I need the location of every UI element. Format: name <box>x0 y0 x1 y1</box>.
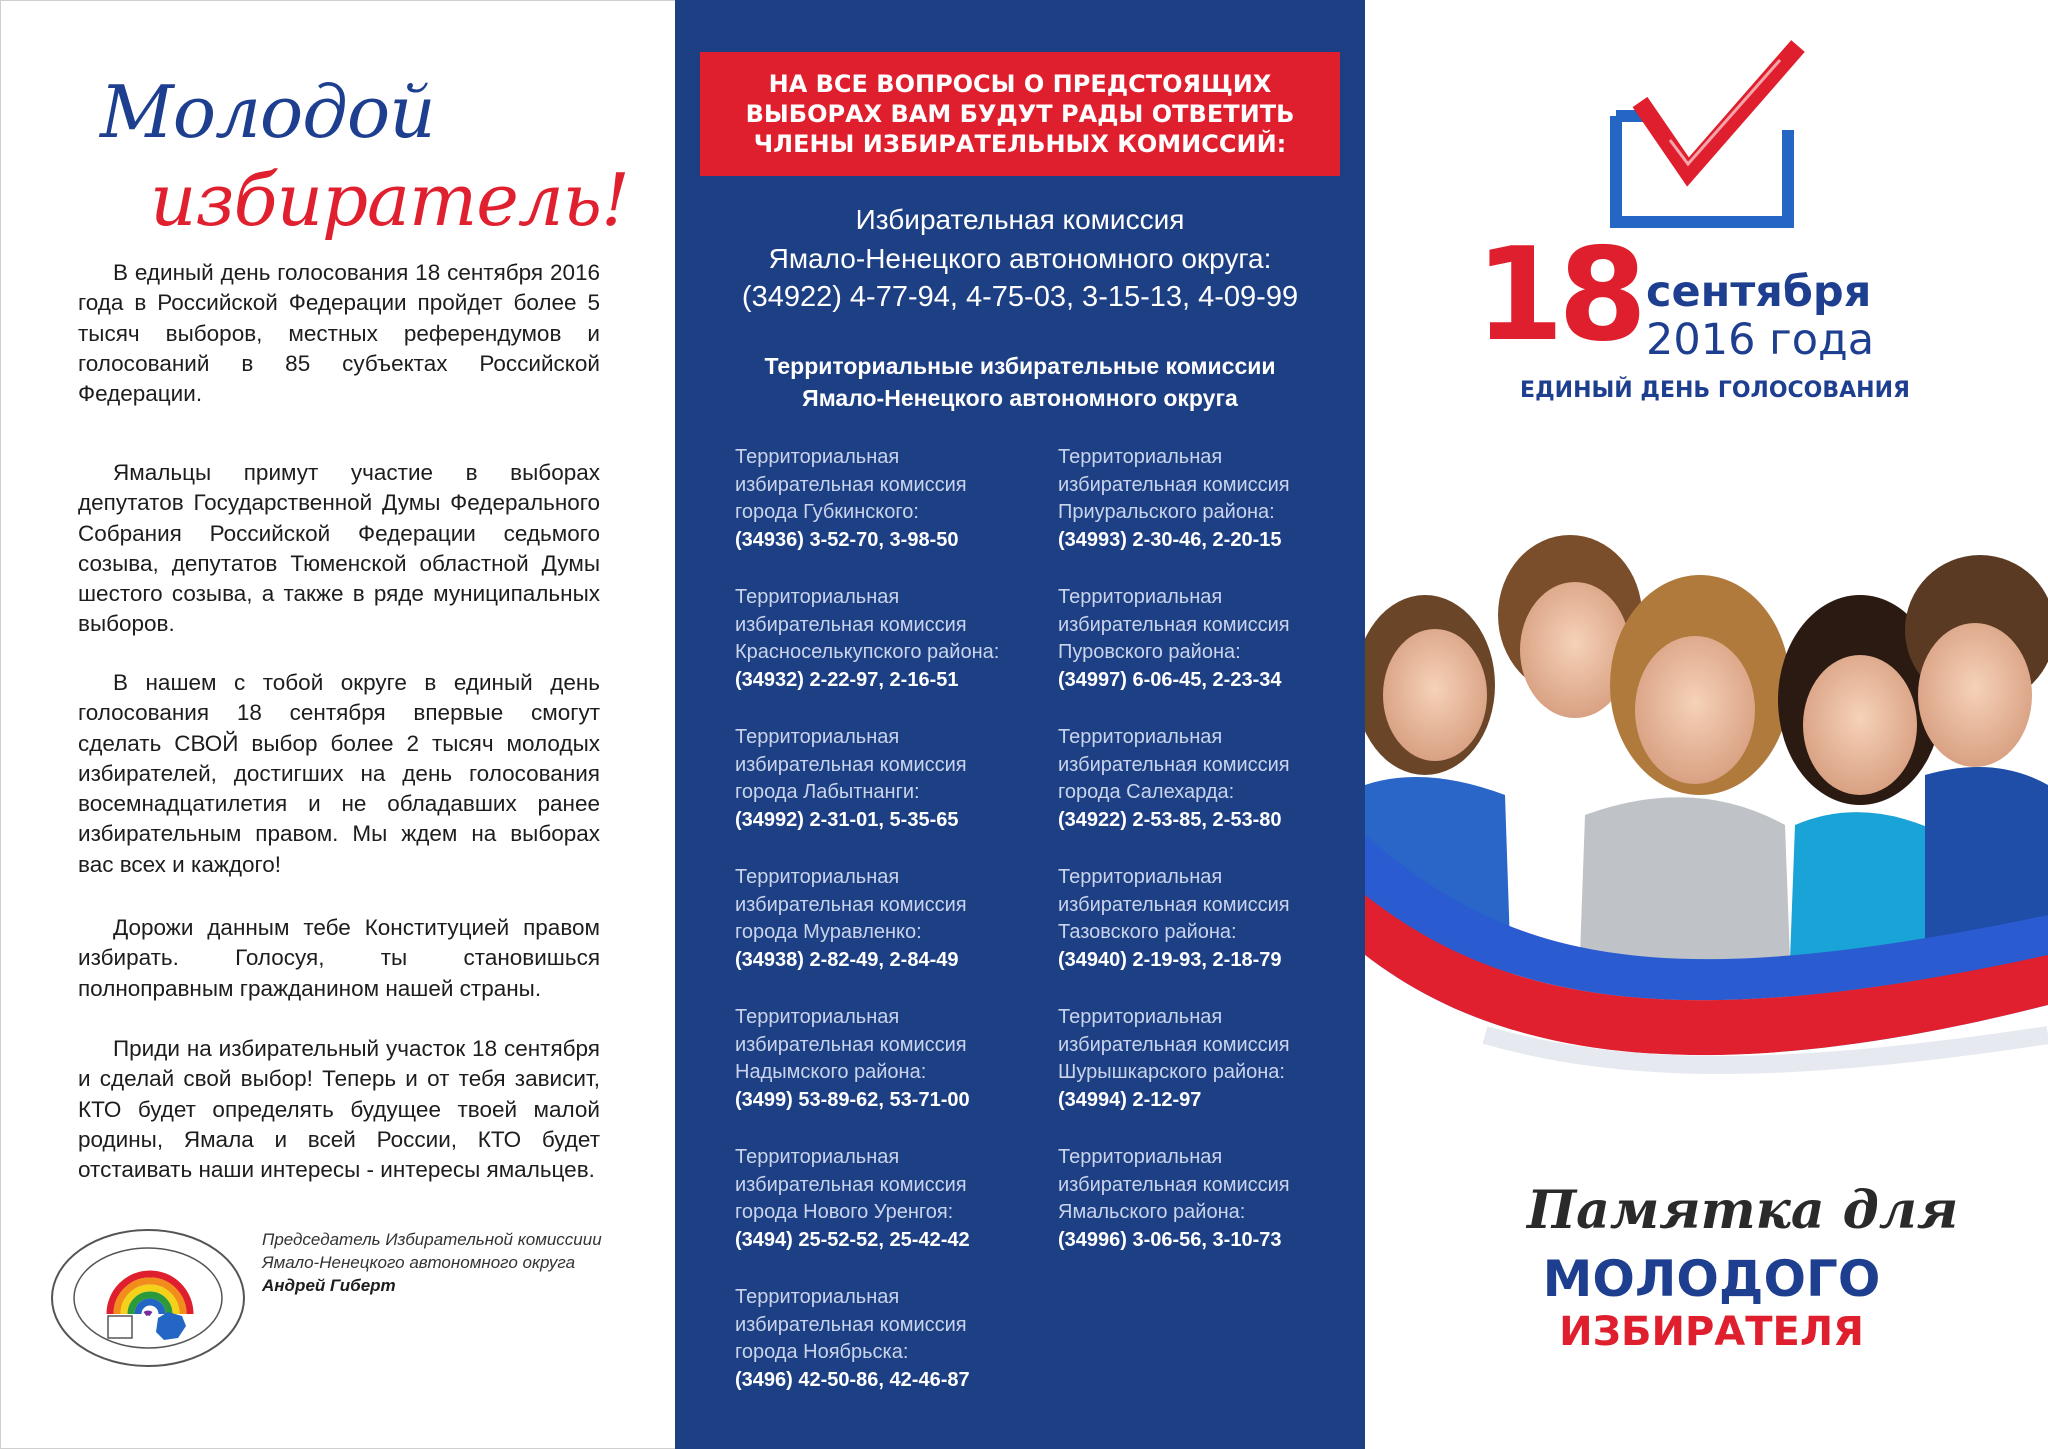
banner-line-3: ЧЛЕНЫ ИЗБИРАТЕЛЬНЫХ КОМИССИЙ: <box>753 130 1287 158</box>
commission-phone: (34940) 2-19-93, 2-18-79 <box>1058 948 1282 971</box>
middle-panel <box>675 0 1365 1449</box>
commission-entry-muravlenko: Территориальная избирательная комиссия города Муравленко: (34938) 2-82-49, 2-84-49 <box>735 864 1035 974</box>
ballot-checkmark-icon <box>1610 40 1810 230</box>
commission-entry-novy-urengoy: Территориальная избирательная комиссия города Нового Уренгоя: (3494) 25-52-52, 25-42-42 <box>735 1144 1035 1254</box>
young-voters-photo <box>1365 535 2048 1095</box>
signature-block <box>262 1228 602 1297</box>
commission-entry-labytnangi: Территориальная избирательная комиссия города Лабытнанги: (34992) 2-31-01, 5-35-65 <box>735 724 1035 834</box>
title-molodoy: Молодой <box>100 70 435 154</box>
commission-phone: (34996) 3-06-56, 3-10-73 <box>1058 1228 1282 1251</box>
banner-line-2: ВЫБОРАХ ВАМ БУДУТ РАДЫ ОТВЕТИТЬ <box>745 100 1295 128</box>
commission-phone: (34992) 2-31-01, 5-35-65 <box>735 808 959 831</box>
district-commission <box>675 200 1365 317</box>
district-commission-name: Избирательная комиссия <box>855 204 1185 235</box>
date-year: 2016 года <box>1646 315 1875 365</box>
commission-phone: (34994) 2-12-97 <box>1058 1088 1202 1111</box>
commission-entry-priuralsky: Территориальная избирательная комиссия Приуральского района: (34993) 2-30-46, 2-20-15 <box>1058 444 1358 554</box>
left-panel <box>0 0 675 1449</box>
memo-title-line-3: ИЗБИРАТЕЛЯ <box>1559 1309 1864 1355</box>
territorial-commissions-title <box>675 350 1365 414</box>
commission-phone: (3499) 53-89-62, 53-71-00 <box>735 1088 970 1111</box>
signature-position-2: Ямало-Ненецкого автономного округа <box>262 1253 576 1272</box>
date-month: сентября <box>1646 267 1872 317</box>
paragraph-1: В единый день голосования 18 сентября 2016 года в Российской Федерации пройдет более 5 тысяч выборов, местных референдумов и голосований в 85 субъектах Российской Федерации. <box>78 260 600 407</box>
commission-entry-krasnoselkupsky: Территориальная избирательная комиссия Красноселькупского района: (34932) 2-22-97, 2-16-51 <box>735 584 1035 694</box>
paragraph-3: В нашем с тобой округе в единый день голосования 18 сентября впервые смогут сделать СВОЙ выбор более 2 тысяч молодых избирателей, достигших на день голосования восемнадцатилетия и не обладавших ранее избирательным правом. Мы ждем на выборах вас всех и каждого! <box>78 670 600 877</box>
commission-entry-yamalsky: Территориальная избирательная комиссия Ямальского района: (34996) 3-06-56, 3-10-73 <box>1058 1144 1358 1254</box>
commission-entry-tazovsky: Территориальная избирательная комиссия Тазовского района: (34940) 2-19-93, 2-18-79 <box>1058 864 1358 974</box>
commission-phone: (34938) 2-82-49, 2-84-49 <box>735 948 959 971</box>
commission-phone: (34997) 6-06-45, 2-23-34 <box>1058 668 1282 691</box>
paragraph-2: Ямальцы примут участие в выборах депутатов Государственной Думы Федерального Собрания Российской Федерации седьмого созыва, депутатов Тюменской областной Думы шестого созыва, а также в ряде муниципальных выборов. <box>78 460 600 637</box>
commission-phone: (34993) 2-30-46, 2-20-15 <box>1058 528 1282 551</box>
election-commission-logo <box>50 1228 246 1368</box>
commission-entry-salekhard: Территориальная избирательная комиссия города Салехарда: (34922) 2-53-85, 2-53-80 <box>1058 724 1358 834</box>
commission-entry-noyabrsk: Территориальная избирательная комиссия города Ноябрьска: (3496) 42-50-86, 42-46-87 <box>735 1284 1035 1394</box>
district-commission-phones: (34922) 4-77-94, 4-75-03, 3-15-13, 4-09-99 <box>741 281 1299 313</box>
commission-entry-nadymsky: Территориальная избирательная комиссия Надымского района: (3499) 53-89-62, 53-71-00 <box>735 1004 1035 1114</box>
voting-day-subtitle: ЕДИНЫЙ ДЕНЬ ГОЛОСОВАНИЯ <box>1520 378 1910 403</box>
commission-phone: (3494) 25-52-52, 25-42-42 <box>735 1228 970 1251</box>
right-panel <box>1365 0 2048 1449</box>
commission-phone: (34932) 2-22-97, 2-16-51 <box>735 668 959 691</box>
commission-entry-shuryshkarsky: Территориальная избирательная комиссия Шурышкарского района: (34994) 2-12-97 <box>1058 1004 1358 1114</box>
commission-entry-purovsky: Территориальная избирательная комиссия Пуровского района: (34997) 6-06-45, 2-23-34 <box>1058 584 1358 694</box>
commission-phone: (3496) 42-50-86, 42-46-87 <box>735 1368 970 1391</box>
district-commission-region: Ямало-Ненецкого автономного округа: <box>768 243 1272 274</box>
commission-phone: (34922) 2-53-85, 2-53-80 <box>1058 808 1282 831</box>
signature-name: Андрей Гиберт <box>262 1276 396 1295</box>
commission-entry-gubkinsky: Территориальная избирательная комиссия города Губкинского: (34936) 3-52-70, 3-98-50 <box>735 444 1035 554</box>
banner-line-1: НА ВСЕ ВОПРОСЫ О ПРЕДСТОЯЩИХ <box>768 70 1272 98</box>
memo-title-line-1: Памятка для <box>1527 1180 1959 1241</box>
paragraph-5: Приди на избирательный участок 18 сентября и сделай свой выбор! Теперь и от тебя зависит, КТО будет определять будущее твоей малой родины, Ямала и всей России, КТО будет отстаивать наши интересы - интересы ямальцев. <box>78 1036 600 1183</box>
signature-position-1: Председатель Избирательной комиссиии <box>262 1230 602 1249</box>
memo-title-line-2: МОЛОДОГО <box>1542 1250 1881 1308</box>
questions-banner <box>700 52 1340 176</box>
territorial-title-line-1: Территориальные избирательные комиссии <box>764 353 1276 379</box>
date-day: 18 <box>1475 221 1642 370</box>
commission-phone: (34936) 3-52-70, 3-98-50 <box>735 528 959 551</box>
territorial-title-line-2: Ямало-Ненецкого автономного округа <box>802 385 1238 411</box>
title-izbiratel: избиратель! <box>150 158 629 242</box>
paragraph-4: Дорожи данным тебе Конституцией правом избирать. Голосуя, ты становишься полноправным гражданином нашей страны. <box>78 915 600 1001</box>
